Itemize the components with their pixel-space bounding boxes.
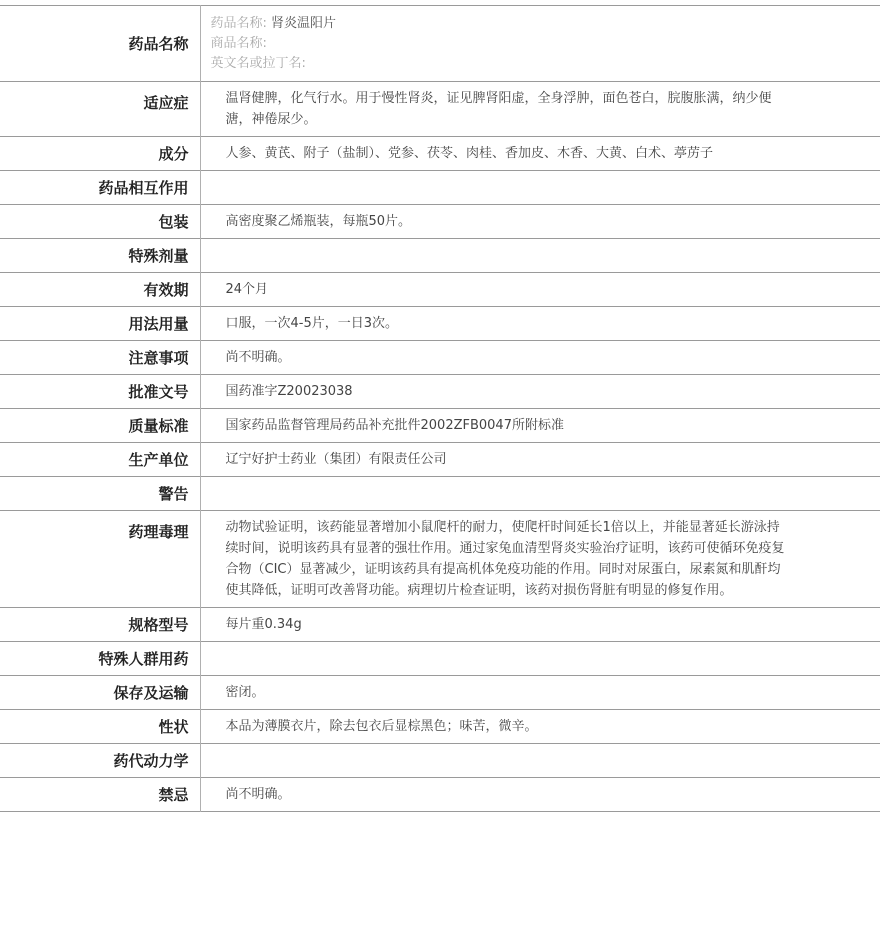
ingredients-header: 成分 xyxy=(0,137,200,171)
quality-standard-row xyxy=(0,409,880,443)
contraindications-header: 禁忌 xyxy=(0,778,200,812)
warning-row xyxy=(0,477,880,511)
approval-number-value: 国药准字Z20023038 xyxy=(225,384,353,399)
pharmacokinetics-row xyxy=(0,744,880,778)
interactions-value xyxy=(200,171,880,205)
shelf-life-header: 有效期 xyxy=(0,273,200,307)
english-name-label: 英文名或拉丁名: xyxy=(210,56,306,71)
shelf-life-value: 24个月 xyxy=(225,282,269,297)
special-dosage-value xyxy=(200,239,880,273)
description-header: 性状 xyxy=(0,710,200,744)
quality-standard-header: 质量标准 xyxy=(0,409,200,443)
specification-header: 规格型号 xyxy=(0,608,200,642)
packaging-row xyxy=(0,205,880,239)
contraindications-row xyxy=(0,778,880,812)
storage-value: 密闭。 xyxy=(225,685,265,700)
shelf-life-row xyxy=(0,273,880,307)
quality-standard-value: 国家药品监督管理局药品补充批件2002ZFB0047所附标准 xyxy=(225,418,564,433)
pharmacology-value: 动物试验证明，该药能显著增加小鼠爬杆的耐力，使爬杆时间延长1倍以上，并能显著延长游泳持续时间，说明该药具有显著的强壮作用。通过家兔血清型肾炎实验治疗证明，该药可使循环免疫复合物（CIC）显著减少，证明该药具有提高机体免疫功能的作用。同时对尿蛋白，尿素氮和肌酐均使其降低，证明可改善肾功能。病理切片检查证明，该药对损伤肾脏有明显的修复作用。 xyxy=(225,520,785,598)
ingredients-value: 人参、黄芪、附子（盐制）、党参、茯苓、肉桂、香加皮、木香、大黄、白术、葶苈子 xyxy=(225,146,714,161)
precautions-row xyxy=(0,341,880,375)
warning-value xyxy=(200,477,880,511)
specification-row xyxy=(0,608,880,642)
pharmacology-row xyxy=(0,511,880,608)
dosage-header: 用法用量 xyxy=(0,307,200,341)
generic-name-value: 肾炎温阳片 xyxy=(271,16,337,31)
manufacturer-header: 生产单位 xyxy=(0,443,200,477)
description-value: 本品为薄膜衣片，除去包衣后显棕黑色；味苦，微辛。 xyxy=(225,719,538,734)
approval-number-row xyxy=(0,375,880,409)
warning-header: 警告 xyxy=(0,477,200,511)
manufacturer-row xyxy=(0,443,880,477)
dosage-value: 口服，一次4-5片，一日3次。 xyxy=(225,316,399,331)
precautions-value: 尚不明确。 xyxy=(225,350,291,365)
ingredients-row xyxy=(0,137,880,171)
description-row xyxy=(0,710,880,744)
special-dosage-header: 特殊剂量 xyxy=(0,239,200,273)
pharmacokinetics-value xyxy=(200,744,880,778)
drug-name-header: 药品名称 xyxy=(0,6,200,82)
indications-row xyxy=(0,82,880,137)
trade-name-label: 商品名称: xyxy=(210,36,267,51)
manufacturer-value: 辽宁好护士药业（集团）有限责任公司 xyxy=(225,452,447,467)
indications-header: 适应症 xyxy=(0,82,200,137)
storage-row xyxy=(0,676,880,710)
special-population-row xyxy=(0,642,880,676)
interactions-row xyxy=(0,171,880,205)
precautions-header: 注意事项 xyxy=(0,341,200,375)
pharmacology-header: 药理毒理 xyxy=(0,511,200,608)
approval-number-header: 批准文号 xyxy=(0,375,200,409)
trade-name-line xyxy=(211,34,861,54)
special-population-header: 特殊人群用药 xyxy=(0,642,200,676)
special-dosage-row xyxy=(0,239,880,273)
storage-header: 保存及运输 xyxy=(0,676,200,710)
english-name-line xyxy=(211,54,861,74)
interactions-header: 药品相互作用 xyxy=(0,171,200,205)
generic-name-label: 药品名称: xyxy=(210,16,267,31)
drug-name-cell xyxy=(200,6,880,82)
specification-value: 每片重0.34g xyxy=(225,617,302,632)
packaging-value: 高密度聚乙烯瓶装，每瓶50片。 xyxy=(225,214,412,229)
drug-info-table xyxy=(0,5,880,812)
pharmacokinetics-header: 药代动力学 xyxy=(0,744,200,778)
generic-name-line xyxy=(211,14,861,34)
packaging-header: 包装 xyxy=(0,205,200,239)
drug-name-row xyxy=(0,6,880,82)
special-population-value xyxy=(200,642,880,676)
contraindications-value: 尚不明确。 xyxy=(225,787,291,802)
dosage-row xyxy=(0,307,880,341)
indications-value: 温肾健脾，化气行水。用于慢性肾炎，证见脾肾阳虚，全身浮肿，面色苍白，脘腹胀满，纳少便溏，神倦尿少。 xyxy=(225,91,772,127)
